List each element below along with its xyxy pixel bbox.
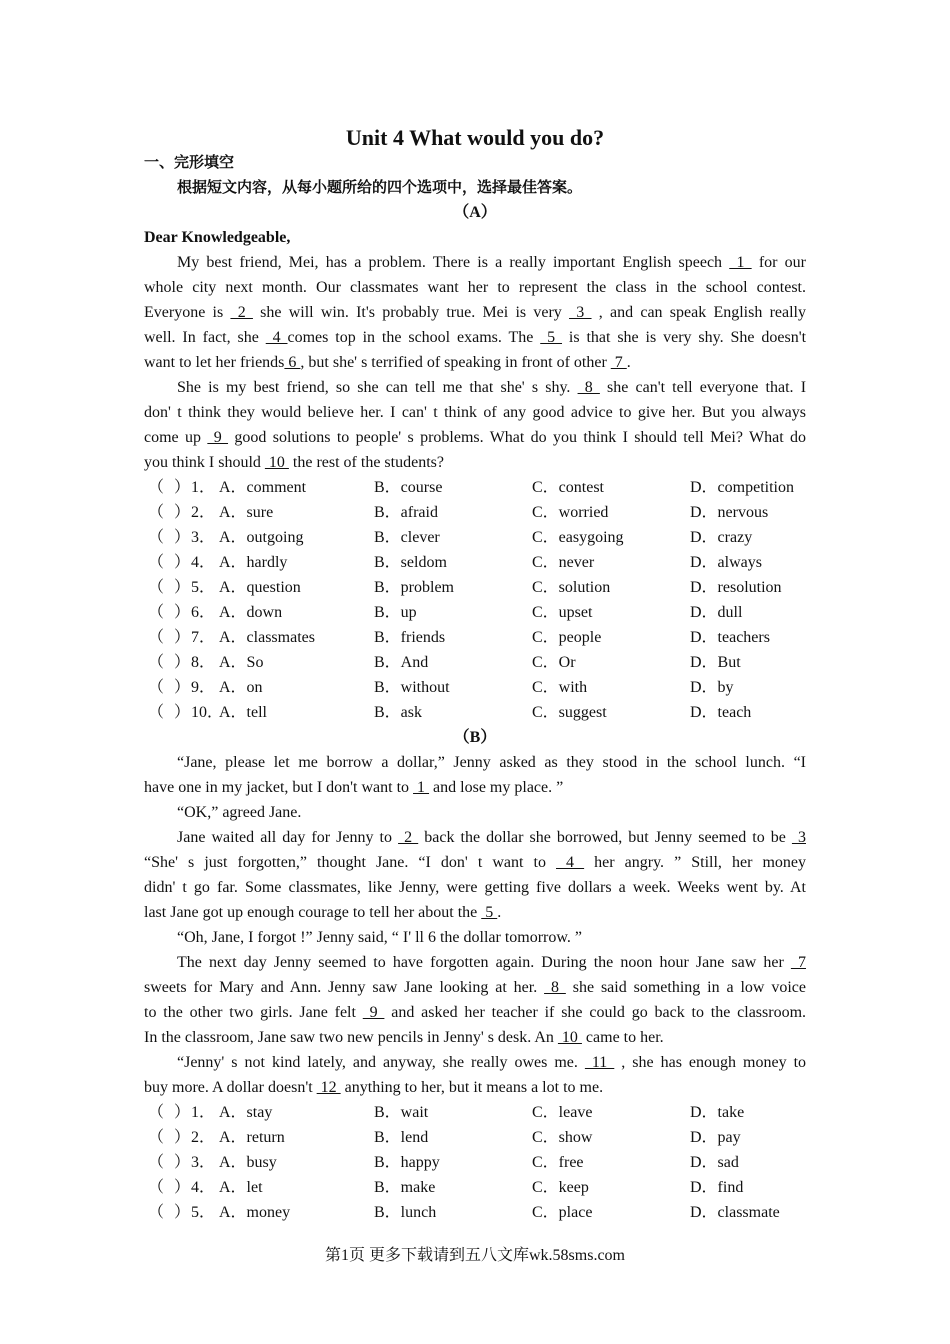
- option-d: D．by: [690, 679, 734, 696]
- answer-blank: 6: [284, 354, 301, 371]
- option-c: C．place: [532, 1204, 593, 1221]
- text-segment: In the classroom, Jane saw two new pencils in Jenny' s desk. An: [144, 1029, 558, 1046]
- question-row: [144, 550, 806, 575]
- text-segment: “Oh, Jane, I forgot !” Jenny said, “ I' ll 6 the dollar tomorrow. ”: [177, 929, 582, 946]
- question-number: 9．: [191, 679, 216, 696]
- option-a: A．classmates: [219, 629, 315, 646]
- text-line: [144, 250, 806, 275]
- question-row: [144, 1150, 806, 1175]
- passage-b-options: [144, 1100, 806, 1225]
- option-b: B．without: [374, 679, 450, 696]
- question-row: [144, 625, 806, 650]
- text-segment: well. In fact, she: [144, 329, 266, 346]
- option-a: A．return: [219, 1129, 285, 1146]
- question-number: 5．: [191, 579, 216, 596]
- option-a: A．So: [219, 654, 264, 671]
- question-number: 3．: [191, 1154, 216, 1171]
- answer-slot-open[interactable]: （: [148, 529, 165, 546]
- question-row: [144, 575, 806, 600]
- text-segment: her angry. ” Still, her money: [584, 854, 806, 871]
- answer-blank: 1: [729, 254, 752, 271]
- answer-blank: 8: [577, 379, 600, 396]
- text-line: [144, 750, 806, 775]
- text-line: [144, 1050, 806, 1075]
- text-segment: whole city next month. Our classmates want her to represent the class in the school contest.: [144, 279, 806, 296]
- option-c: C．never: [532, 554, 595, 571]
- text-segment: you think I should: [144, 454, 265, 471]
- text-segment: is that she is very shy. She doesn't: [562, 329, 806, 346]
- text-line: [144, 775, 806, 800]
- text-segment: the rest of the students?: [288, 454, 444, 471]
- answer-slot-close: ）: [174, 629, 191, 646]
- option-b: B．lunch: [374, 1204, 437, 1221]
- text-segment: she will win. It's probably true. Mei is very: [252, 304, 570, 321]
- answer-blank: 12: [316, 1079, 341, 1096]
- question-number: 4．: [191, 1179, 216, 1196]
- page-title: Unit 4 What would you do?: [345, 125, 605, 150]
- option-c: C．worried: [532, 504, 609, 521]
- text-segment: Jane waited all day for Jenny to: [177, 829, 399, 846]
- option-b: B．And: [374, 654, 429, 671]
- answer-blank: 8: [544, 979, 566, 996]
- text-line: [144, 1075, 806, 1100]
- text-segment: and lose my place. ”: [429, 779, 564, 796]
- question-number: 4．: [191, 554, 216, 571]
- question-number: 5．: [191, 1204, 216, 1221]
- option-c: C．with: [532, 679, 588, 696]
- option-b: B．make: [374, 1179, 436, 1196]
- option-b: B．ask: [374, 704, 423, 721]
- passage-a-label: （A）: [453, 204, 497, 221]
- text-segment: have one in my jacket, but I don't want to: [144, 779, 414, 796]
- text-segment: and asked her teacher if she could go back to the classroom.: [384, 1004, 806, 1021]
- option-b: B．afraid: [374, 504, 438, 521]
- question-row: [144, 500, 806, 525]
- text-segment: to the other two girls. Jane felt: [144, 1004, 363, 1021]
- option-b: B．problem: [374, 579, 454, 596]
- text-line: [144, 300, 806, 325]
- text-segment: she can't tell everyone that. I: [599, 379, 806, 396]
- answer-slot-close: ）: [174, 679, 191, 696]
- option-a: A．outgoing: [219, 529, 304, 546]
- answer-blank: 9: [207, 429, 229, 446]
- text-segment: “She' s just forgotten,” thought Jane. “I don' t want to: [144, 854, 556, 871]
- option-a: A．on: [219, 679, 263, 696]
- text-line: [144, 450, 806, 475]
- option-c: C．leave: [532, 1104, 593, 1121]
- answer-slot-open[interactable]: （: [148, 604, 165, 621]
- option-d: D．teach: [690, 704, 752, 721]
- answer-slot-close: ）: [174, 504, 191, 521]
- answer-blank: 4: [265, 329, 288, 346]
- question-number: 7．: [191, 629, 216, 646]
- question-row: [144, 475, 806, 500]
- text-segment: , but she' s terrified of speaking in front of other: [300, 354, 611, 371]
- text-segment: “Jenny' s not kind lately, and anyway, she really owes me.: [177, 1054, 585, 1071]
- answer-slot-open[interactable]: （: [148, 479, 165, 496]
- answer-slot-open[interactable]: （: [148, 654, 165, 671]
- answer-slot-close: ）: [174, 1179, 191, 1196]
- text-line: [144, 350, 806, 375]
- text-segment: good solutions to people' s problems. What do you think I should tell Mei? What do: [228, 429, 806, 446]
- text-line: [144, 275, 806, 300]
- greeting: Dear Knowledgeable,: [144, 229, 291, 246]
- answer-blank: 7: [610, 354, 627, 371]
- question-number: 2．: [191, 504, 216, 521]
- text-line: [144, 1000, 806, 1025]
- option-b: B．seldom: [374, 554, 447, 571]
- question-row: [144, 700, 806, 725]
- option-a: A．let: [219, 1179, 263, 1196]
- option-d: D．teachers: [690, 629, 770, 646]
- text-line: [144, 1025, 806, 1050]
- text-segment: back the dollar she borrowed, but Jenny seemed to be: [418, 829, 792, 846]
- text-segment: last Jane got up enough courage to tell her about the: [144, 904, 482, 921]
- answer-blank: 10: [264, 454, 289, 471]
- answer-blank: 1: [413, 779, 430, 796]
- answer-blank: 5: [540, 329, 563, 346]
- section-heading: 一、完形填空: [144, 153, 235, 171]
- answer-slot-open[interactable]: （: [148, 1154, 165, 1171]
- option-c: C．suggest: [532, 704, 607, 721]
- option-c: C．free: [532, 1154, 584, 1171]
- answer-slot-open[interactable]: （: [148, 1204, 165, 1221]
- answer-blank: 10: [557, 1029, 582, 1046]
- option-d: D．sad: [690, 1154, 739, 1171]
- text-line: [144, 875, 806, 900]
- text-segment: want to let her friends: [144, 354, 285, 371]
- text-segment: Everyone is: [144, 304, 231, 321]
- option-a: A．money: [219, 1204, 291, 1221]
- question-number: 6．: [191, 604, 216, 621]
- text-segment: sweets for Mary and Ann. Jenny saw Jane looking at her.: [144, 979, 545, 996]
- option-b: B．happy: [374, 1154, 440, 1171]
- text-segment: , and can speak English really: [591, 304, 806, 321]
- option-b: B．wait: [374, 1104, 429, 1121]
- text-segment: anything to her, but it means a lot to me.: [340, 1079, 604, 1096]
- question-row: [144, 1200, 806, 1225]
- answer-slot-close: ）: [174, 1104, 191, 1121]
- instruction: 根据短文内容，从每小题所给的四个选项中，选择最佳答案。: [177, 178, 583, 196]
- answer-slot-close: ）: [174, 654, 191, 671]
- page-footer: 第1页 更多下载请到五八文库wk.58sms.com: [324, 1247, 625, 1264]
- option-c: C．show: [532, 1129, 593, 1146]
- answer-slot-open[interactable]: （: [148, 704, 165, 721]
- text-segment: don' t think they would believe her. I can' t think of any good advice to give her. But you always: [144, 404, 806, 421]
- document-page: [144, 125, 806, 1225]
- text-segment: My best friend, Mei, has a problem. There is a really important English speech: [177, 254, 730, 271]
- option-c: C．keep: [532, 1179, 589, 1196]
- option-d: D．take: [690, 1104, 745, 1121]
- text-line: [144, 400, 806, 425]
- option-a: A．busy: [219, 1154, 277, 1171]
- answer-blank: 3: [569, 304, 592, 321]
- answer-blank: 2: [398, 829, 419, 846]
- text-line: [144, 925, 806, 950]
- option-a: A．comment: [219, 479, 307, 496]
- answer-slot-open[interactable]: （: [148, 554, 165, 571]
- option-d: D．always: [690, 554, 762, 571]
- answer-slot-open[interactable]: （: [148, 579, 165, 596]
- option-b: B．up: [374, 604, 417, 621]
- text-segment: .: [626, 354, 631, 371]
- question-row: [144, 600, 806, 625]
- answer-slot-close: ）: [174, 479, 191, 496]
- question-number: 1．: [191, 1104, 216, 1121]
- answer-slot-close: ）: [174, 579, 191, 596]
- option-c: C．contest: [532, 479, 604, 496]
- question-row: [144, 1100, 806, 1125]
- question-number: 10．: [191, 704, 224, 721]
- text-segment: “Jane, please let me borrow a dollar,” Jenny asked as they stood in the school lunch. “I: [177, 754, 806, 771]
- text-line: [144, 325, 806, 350]
- text-line: [144, 850, 806, 875]
- text-segment: buy more. A dollar doesn't: [144, 1079, 317, 1096]
- answer-blank: 7: [790, 954, 806, 971]
- option-c: C．solution: [532, 579, 611, 596]
- option-c: C．upset: [532, 604, 593, 621]
- answer-blank: 3: [791, 829, 806, 846]
- question-row: [144, 675, 806, 700]
- option-a: A．tell: [219, 704, 267, 721]
- answer-blank: 4: [556, 854, 585, 871]
- question-number: 2．: [191, 1129, 216, 1146]
- text-segment: she said something in a low voice: [565, 979, 806, 996]
- text-segment: She is my best friend, so she can tell me that she' s shy.: [177, 379, 578, 396]
- answer-blank: 9: [362, 1004, 385, 1021]
- answer-slot-open[interactable]: （: [148, 1129, 165, 1146]
- option-a: A．sure: [219, 504, 274, 521]
- option-d: D．crazy: [690, 529, 753, 546]
- option-c: C．easygoing: [532, 529, 624, 546]
- option-d: D．nervous: [690, 504, 769, 521]
- option-d: D．classmate: [690, 1204, 780, 1221]
- text-line: [144, 800, 806, 825]
- answer-slot-close: ）: [174, 554, 191, 571]
- text-segment: come up: [144, 429, 208, 446]
- text-line: [144, 975, 806, 1000]
- option-a: A．hardly: [219, 554, 288, 571]
- answer-slot-open[interactable]: （: [148, 504, 165, 521]
- option-c: C．Or: [532, 654, 576, 671]
- question-row: [144, 650, 806, 675]
- option-a: A．question: [219, 579, 301, 596]
- question-row: [144, 1175, 806, 1200]
- text-line: [144, 950, 806, 975]
- question-number: 3．: [191, 529, 216, 546]
- answer-slot-open[interactable]: （: [148, 1104, 165, 1121]
- option-a: A．stay: [219, 1104, 273, 1121]
- text-line: [144, 900, 806, 925]
- text-segment: The next day Jenny seemed to have forgotten again. During the noon hour Jane saw her: [177, 954, 791, 971]
- option-b: B．clever: [374, 529, 440, 546]
- option-d: D．resolution: [690, 579, 782, 596]
- answer-blank: 11: [584, 1054, 615, 1071]
- text-line: [144, 425, 806, 450]
- answer-blank: 2: [230, 304, 253, 321]
- option-d: D．find: [690, 1179, 744, 1196]
- answer-slot-close: ）: [174, 529, 191, 546]
- option-b: B．course: [374, 479, 443, 496]
- option-a: A．down: [219, 604, 283, 621]
- answer-slot-open[interactable]: （: [148, 1179, 165, 1196]
- passage-b-text: [144, 750, 806, 1100]
- question-number: 8．: [191, 654, 216, 671]
- passage-a-text: [144, 250, 806, 475]
- question-row: [144, 525, 806, 550]
- answer-slot-close: ）: [174, 704, 191, 721]
- option-d: D．dull: [690, 604, 743, 621]
- answer-slot-close: ）: [174, 1204, 191, 1221]
- question-row: [144, 1125, 806, 1150]
- passage-b-label: （B）: [453, 729, 497, 746]
- text-segment: didn' t go far. Some classmates, like Jenny, were getting five dollars a week. Weeks went by. At: [144, 879, 806, 896]
- option-d: D．pay: [690, 1129, 741, 1146]
- answer-slot-close: ）: [174, 1154, 191, 1171]
- question-number: 1．: [191, 479, 216, 496]
- option-d: D．But: [690, 654, 741, 671]
- option-d: D．competition: [690, 479, 794, 496]
- answer-blank: 5: [481, 904, 498, 921]
- answer-slot-open[interactable]: （: [148, 629, 165, 646]
- answer-slot-close: ）: [174, 1129, 191, 1146]
- text-segment: , she has enough money to: [614, 1054, 806, 1071]
- text-segment: comes top in the school exams. The: [287, 329, 541, 346]
- text-line: [144, 825, 806, 850]
- text-segment: came to her.: [581, 1029, 664, 1046]
- answer-slot-close: ）: [174, 604, 191, 621]
- text-line: [144, 375, 806, 400]
- option-b: B．lend: [374, 1129, 429, 1146]
- text-segment: for our: [751, 254, 806, 271]
- answer-slot-open[interactable]: （: [148, 679, 165, 696]
- text-segment: “OK,” agreed Jane.: [177, 804, 302, 821]
- passage-a-options: [144, 475, 806, 725]
- option-c: C．people: [532, 629, 602, 646]
- text-segment: .: [497, 904, 502, 921]
- option-b: B．friends: [374, 629, 446, 646]
